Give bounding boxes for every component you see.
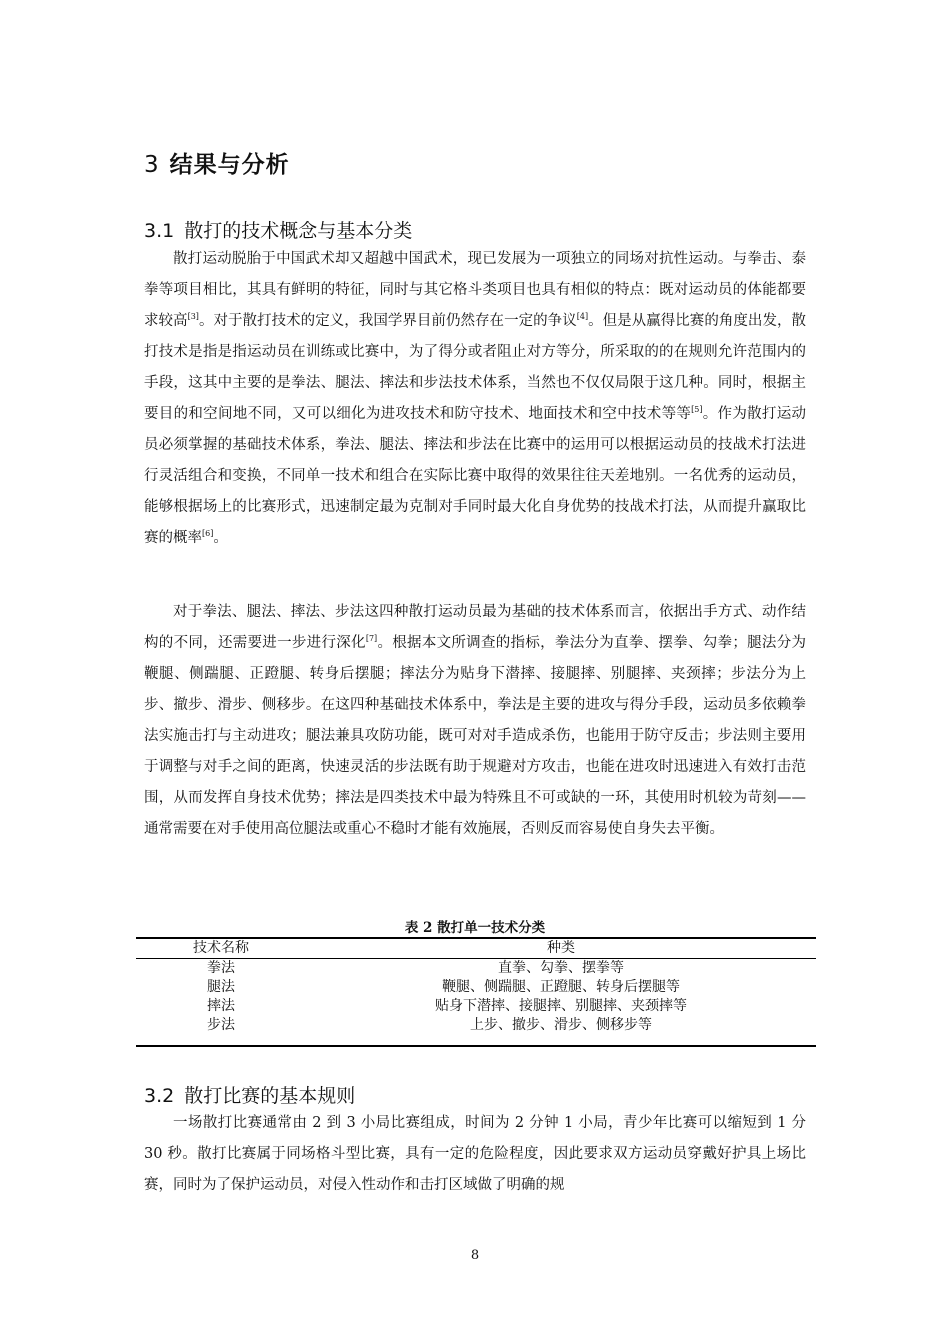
paragraph-text: 。但是从赢得比赛的角度出发，散打技术是指是指运动员在训练或比赛中，为了得分或者阻止对方等分，所采取的的在规则允许范围内的手段，这其中主要的是拳法、腿法、摔法和步法技术体系，当然也不仅仅局限于这几种。同时，根据主要目的和空间地不同，又可以细化为进攻技术和防守技术、地面技术和空中技术等等 (144, 313, 807, 422)
table-header-row (136, 938, 816, 959)
table-cell-types: 鞭腿、侧踹腿、正蹬腿、转身后摆腿等 (442, 979, 680, 995)
page-number: 8 (470, 1248, 480, 1263)
paragraph-3-2-a (144, 1108, 806, 1201)
table-row (136, 997, 816, 1016)
section-number: 3 (144, 152, 160, 178)
citation-ref: [5] (691, 405, 703, 414)
paragraph-text: 。作为散打运动员必须掌握的基础技术体系，拳法、腿法、摔法和步法在比赛中的运用可以根据运动员的技战术打法进行灵活组合和变换，不同单一技术和组合在实际比赛中取得的效果往往天差地别。一名优秀的运动员，能够根据场上的比赛形式，迅速制定最为克制对手同时最大化自身优势的技战术打法，从而提升赢取比赛的概率 (144, 406, 806, 546)
table-row (136, 978, 816, 997)
table-header-types: 种类 (306, 938, 816, 959)
technique-table (136, 937, 816, 1047)
subsection-title: 散打的技术概念与基本分类 (184, 220, 413, 242)
subsection-number: 3.2 (144, 1085, 175, 1107)
citation-ref: [7] (365, 634, 378, 643)
paragraph-text: 一场散打比赛通常由 2 到 3 小局比赛组成，时间为 2 分钟 1 小局，青少年比赛可以缩短到 1 分 30 秒。散打比赛属于同场格斗型比赛，具有一定的危险程度，因此要求双方运动员穿戴好护具上场比赛，同时为了保护运动员，对侵入性动作和击打区域做了明确的规 (144, 1115, 806, 1193)
table-cell-technique: 腿法 (207, 979, 235, 995)
table-cell-types: 贴身下潜摔、接腿摔、别腿摔、夹颈摔等 (435, 998, 687, 1014)
subsection-heading-3-1 (144, 216, 412, 243)
table-row (136, 1016, 816, 1046)
paragraph-text: 。根据本文所调查的指标，拳法分为直拳、摆拳、勾拳；腿法分为鞭腿、侧踹腿、正蹬腿、转身后摆腿；摔法分为贴身下潜摔、接腿摔、别腿摔、夹颈摔；步法分为上步、撤步、滑步、侧移步。在这四种基础技术体系中，拳法是主要的进攻与得分手段，运动员多依赖拳法实施击打与主动进攻；腿法兼具攻防功能，既可对对手造成杀伤，也能用于防守反击；步法则主要用于调整与对手之间的距离，快速灵活的步法既有助于规避对方攻击，也能在进攻时迅速进入有效打击范围，从而发挥自身技术优势；摔法是四类技术中最为特殊且不可或缺的一环，其使用时机较为苛刻——通常需要在对手使用高位腿法或重心不稳时才能有效施展，否则反而容易使自身失去平衡。 (144, 635, 807, 837)
citation-ref: [4] (576, 312, 589, 321)
table-header-technique: 技术名称 (136, 938, 306, 959)
table-cell-technique: 摔法 (207, 998, 235, 1014)
table-cell-types: 上步、撤步、滑步、侧移步等 (306, 1016, 816, 1046)
paragraph-text: 。 (213, 530, 228, 546)
table-cell-technique: 步法 (136, 1016, 306, 1046)
paragraph-text: 。对于散打技术的定义，我国学界目前仍然存在一定的争议 (198, 313, 577, 329)
section-title: 结果与分析 (169, 152, 290, 178)
table-row (136, 959, 816, 979)
paragraph-text: 散打运动脱胎于中国武术却又超越中国武术，现已发展为一项独立的同场对抗性运动。与拳击、泰拳等项目相比，其具有鲜明的特征，同时与其它格斗类项目也具有相似的特点：既对运动员的体能都要求较高 (144, 251, 806, 329)
subsection-heading-3-2 (144, 1081, 355, 1108)
table-caption: 表 2 散打单一技术分类 (404, 920, 546, 936)
subsection-title: 散打比赛的基本规则 (184, 1085, 356, 1107)
table-cell-types: 直拳、勾拳、摆拳等 (498, 960, 624, 976)
subsection-number: 3.1 (144, 220, 175, 242)
citation-ref: [6] (202, 529, 214, 538)
paragraph-3-1-b (144, 597, 806, 845)
paragraph-text: 对于拳法、腿法、摔法、步法这四种散打运动员最为基础的技术体系而言，依据出手方式、动作结构的不同，还需要进一步进行深化 (144, 604, 806, 651)
paragraph-3-1-a (144, 244, 806, 554)
section-heading (144, 146, 290, 179)
table-cell-technique: 拳法 (207, 960, 235, 976)
citation-ref: [3] (187, 312, 199, 321)
